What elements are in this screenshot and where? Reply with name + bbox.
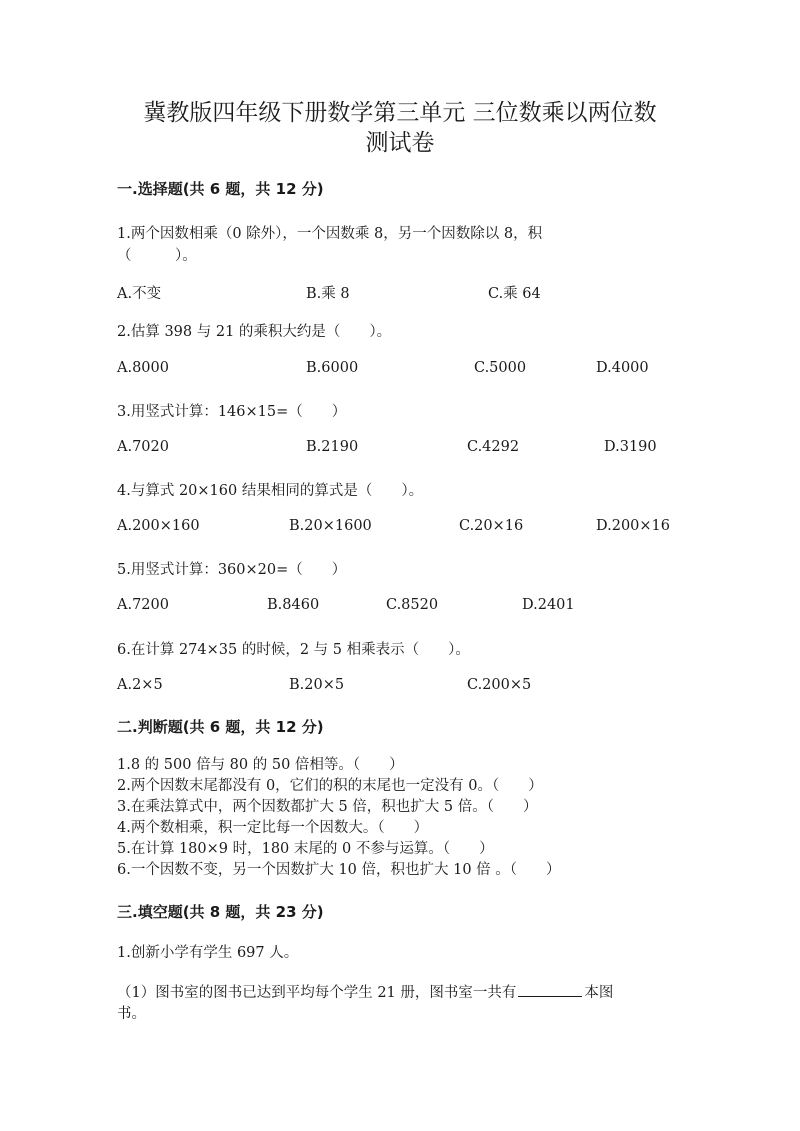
option-b: B.6000: [306, 360, 359, 376]
option-c: C.乘 64: [488, 286, 541, 302]
list-item: 6.一个因数不变，另一个因数扩大 10 倍，积也扩大 10 倍 。（ ）: [117, 862, 561, 878]
section-heading-choice: 一.选择题(共 6 题，共 12 分): [117, 180, 324, 198]
option-b: B.20×1600: [289, 518, 372, 534]
section-heading-fill-blank: 三.填空题(共 8 题，共 23 分): [117, 903, 324, 921]
option-d: D.3190: [604, 439, 657, 455]
question-stem: 6.在计算 274×35 的时候，2 与 5 相乘表示（ ）。: [117, 642, 470, 658]
answer-blank[interactable]: [518, 995, 582, 997]
question-stem: 3.用竖式计算：146×15=（ ）: [117, 404, 347, 420]
option-a: A.7020: [117, 439, 169, 455]
option-d: D.2401: [522, 597, 575, 613]
option-a: A.7200: [117, 597, 169, 613]
question-stem: 1.两个因数相乘（0 除外），一个因数乘 8，另一个因数除以 8，积: [117, 226, 543, 242]
page-title: 冀教版四年级下册数学第三单元 三位数乘以两位数: [143, 100, 657, 126]
sub-question-text: （1）图书室的图书已达到平均每个学生 21 册，图书室一共有: [117, 985, 517, 1001]
option-b: B.2190: [306, 439, 359, 455]
option-a: A.200×160: [117, 518, 200, 534]
sub-question: [117, 981, 613, 1002]
option-c: C.5000: [474, 360, 527, 376]
question-stem-continued: （ ）。: [117, 248, 197, 264]
sub-question-text-after: 本图: [584, 985, 614, 1001]
option-a: A.2×5: [117, 677, 163, 693]
question-stem: 2.估算 398 与 21 的乘积大约是（ ）。: [117, 324, 392, 340]
option-c: C.8520: [386, 597, 439, 613]
question-stem: 1.创新小学有学生 697 人。: [117, 945, 299, 961]
option-c: C.20×16: [459, 518, 524, 534]
page-title-continued: 测试卷: [365, 130, 435, 156]
list-item: 5.在计算 180×9 时，180 末尾的 0 不参与运算。（ ）: [117, 841, 494, 857]
sub-question-continued: 书。: [117, 1006, 146, 1022]
option-b: B.8460: [267, 597, 320, 613]
list-item: 3.在乘法算式中，两个因数都扩大 5 倍，积也扩大 5 倍。（ ）: [117, 799, 538, 815]
option-b: B.20×5: [289, 677, 345, 693]
option-a: A.不变: [117, 286, 162, 302]
option-a: A.8000: [117, 360, 169, 376]
option-c: C.4292: [467, 439, 520, 455]
list-item: 2.两个因数末尾都没有 0，它们的积的末尾也一定没有 0。（ ）: [117, 778, 543, 794]
section-heading-judgement: 二.判断题(共 6 题，共 12 分): [117, 718, 324, 736]
list-item: 4.两个数相乘，积一定比每一个因数大。（ ）: [117, 820, 429, 836]
option-c: C.200×5: [467, 677, 532, 693]
option-b: B.乘 8: [306, 286, 350, 302]
option-d: D.200×16: [596, 518, 670, 534]
question-stem: 5.用竖式计算：360×20=（ ）: [117, 562, 347, 578]
question-stem: 4.与算式 20×160 结果相同的算式是（ ）。: [117, 483, 424, 499]
option-d: D.4000: [596, 360, 649, 376]
list-item: 1.8 的 500 倍与 80 的 50 倍相等。（ ）: [117, 757, 404, 773]
